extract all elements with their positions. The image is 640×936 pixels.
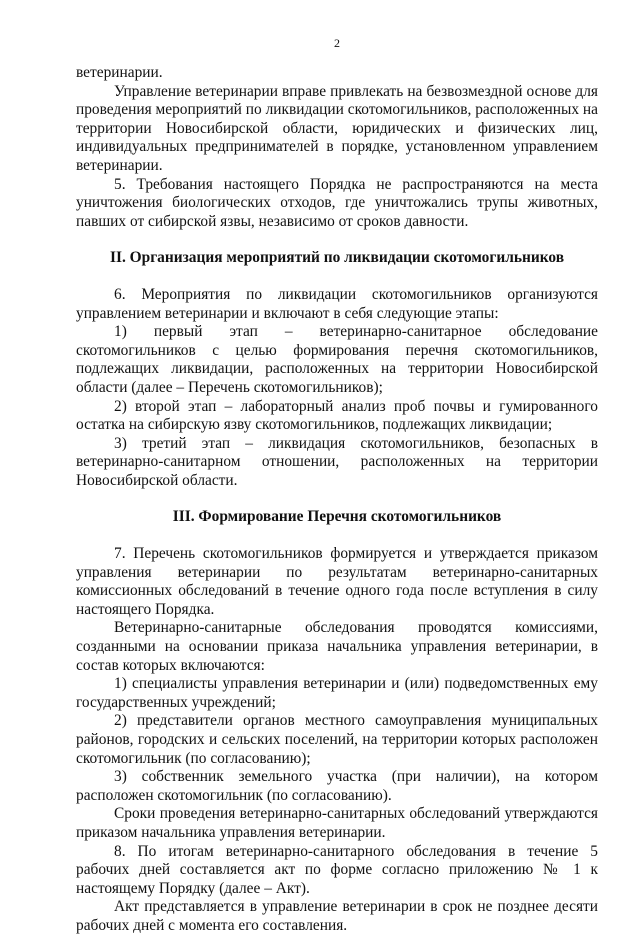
paragraph: Сроки проведения ветеринарно-санитарных обследований утверждаются приказом начальника управления ветеринарии.: [76, 805, 598, 841]
list-item: 1) специалисты управления ветеринарии и (или) подведомственных ему государственных учреждений;: [76, 675, 598, 711]
paragraph: 5. Требования настоящего Порядка не распространяются на места уничтожения биологических отходов, где уничтожались трупы животных, павших от сибирской язвы, независимо от сроков давности.: [76, 175, 598, 230]
page-number: 2: [334, 36, 340, 50]
paragraph: 8. По итогам ветеринарно-санитарного обследования в течение 5 рабочих дней составляется акт по форме согласно приложению № 1 к настоящему Порядку (далее – Акт).: [76, 842, 598, 897]
paragraph: Ветеринарно-санитарные обследования проводятся комиссиями, созданными на основании приказа начальника управления ветеринарии, в состав которых включаются:: [76, 619, 598, 674]
list-item: 2) представители органов местного самоуправления муниципальных районов, городских и сельских поселений, на территории которых расположен скотомогильник (по согласованию);: [76, 712, 598, 767]
paragraph: Акт представляется в управление ветеринарии в срок не позднее десяти рабочих дней с момента его составления.: [76, 898, 598, 934]
section-heading-3: III. Формирование Перечня скотомогильников: [172, 508, 502, 526]
list-item: 3) собственник земельного участка (при наличии), на котором расположен скотомогильник (по согласованию).: [76, 768, 598, 804]
paragraph: ветеринарии.: [76, 64, 163, 81]
paragraph: 7. Перечень скотомогильников формируется и утверждается приказом управления ветеринарии по результатам ветеринарно-санитарных комиссионных обследований в течение одного года после вступления в силу настоящего Порядка.: [76, 545, 598, 618]
section-heading-2: II. Организация мероприятий по ликвидации скотомогильников: [109, 249, 564, 267]
paragraph: 6. Мероприятия по ликвидации скотомогильников организуются управлением ветеринарии и включают в себя следующие этапы:: [76, 285, 598, 322]
list-item: 1) первый этап – ветеринарно-санитарное обследование скотомогильников с целью формирования перечня скотомогильников, подлежащих ликвидации, расположенных на территории Новосибирской области (далее – Перечень скотомогильников);: [76, 323, 598, 396]
list-item: 2) второй этап – лабораторный анализ проб почвы и гумированного остатка на сибирскую язву скотомогильников, подлежащих ликвидации;: [76, 397, 598, 434]
document-page: [76, 36, 598, 936]
list-item: 3) третий этап – ликвидация скотомогильников, безопасных в ветеринарно-санитарном отношении, расположенных на территории Новосибирской области.: [76, 434, 598, 489]
paragraph: Управление ветеринарии вправе привлекать на безвозмездной основе для проведения мероприятий по ликвидации скотомогильников, расположенных на территории Новосибирской области, юридических и физических лиц, индивидуальных предпринимателей в порядке, установленном управлением ветеринарии.: [76, 82, 598, 174]
